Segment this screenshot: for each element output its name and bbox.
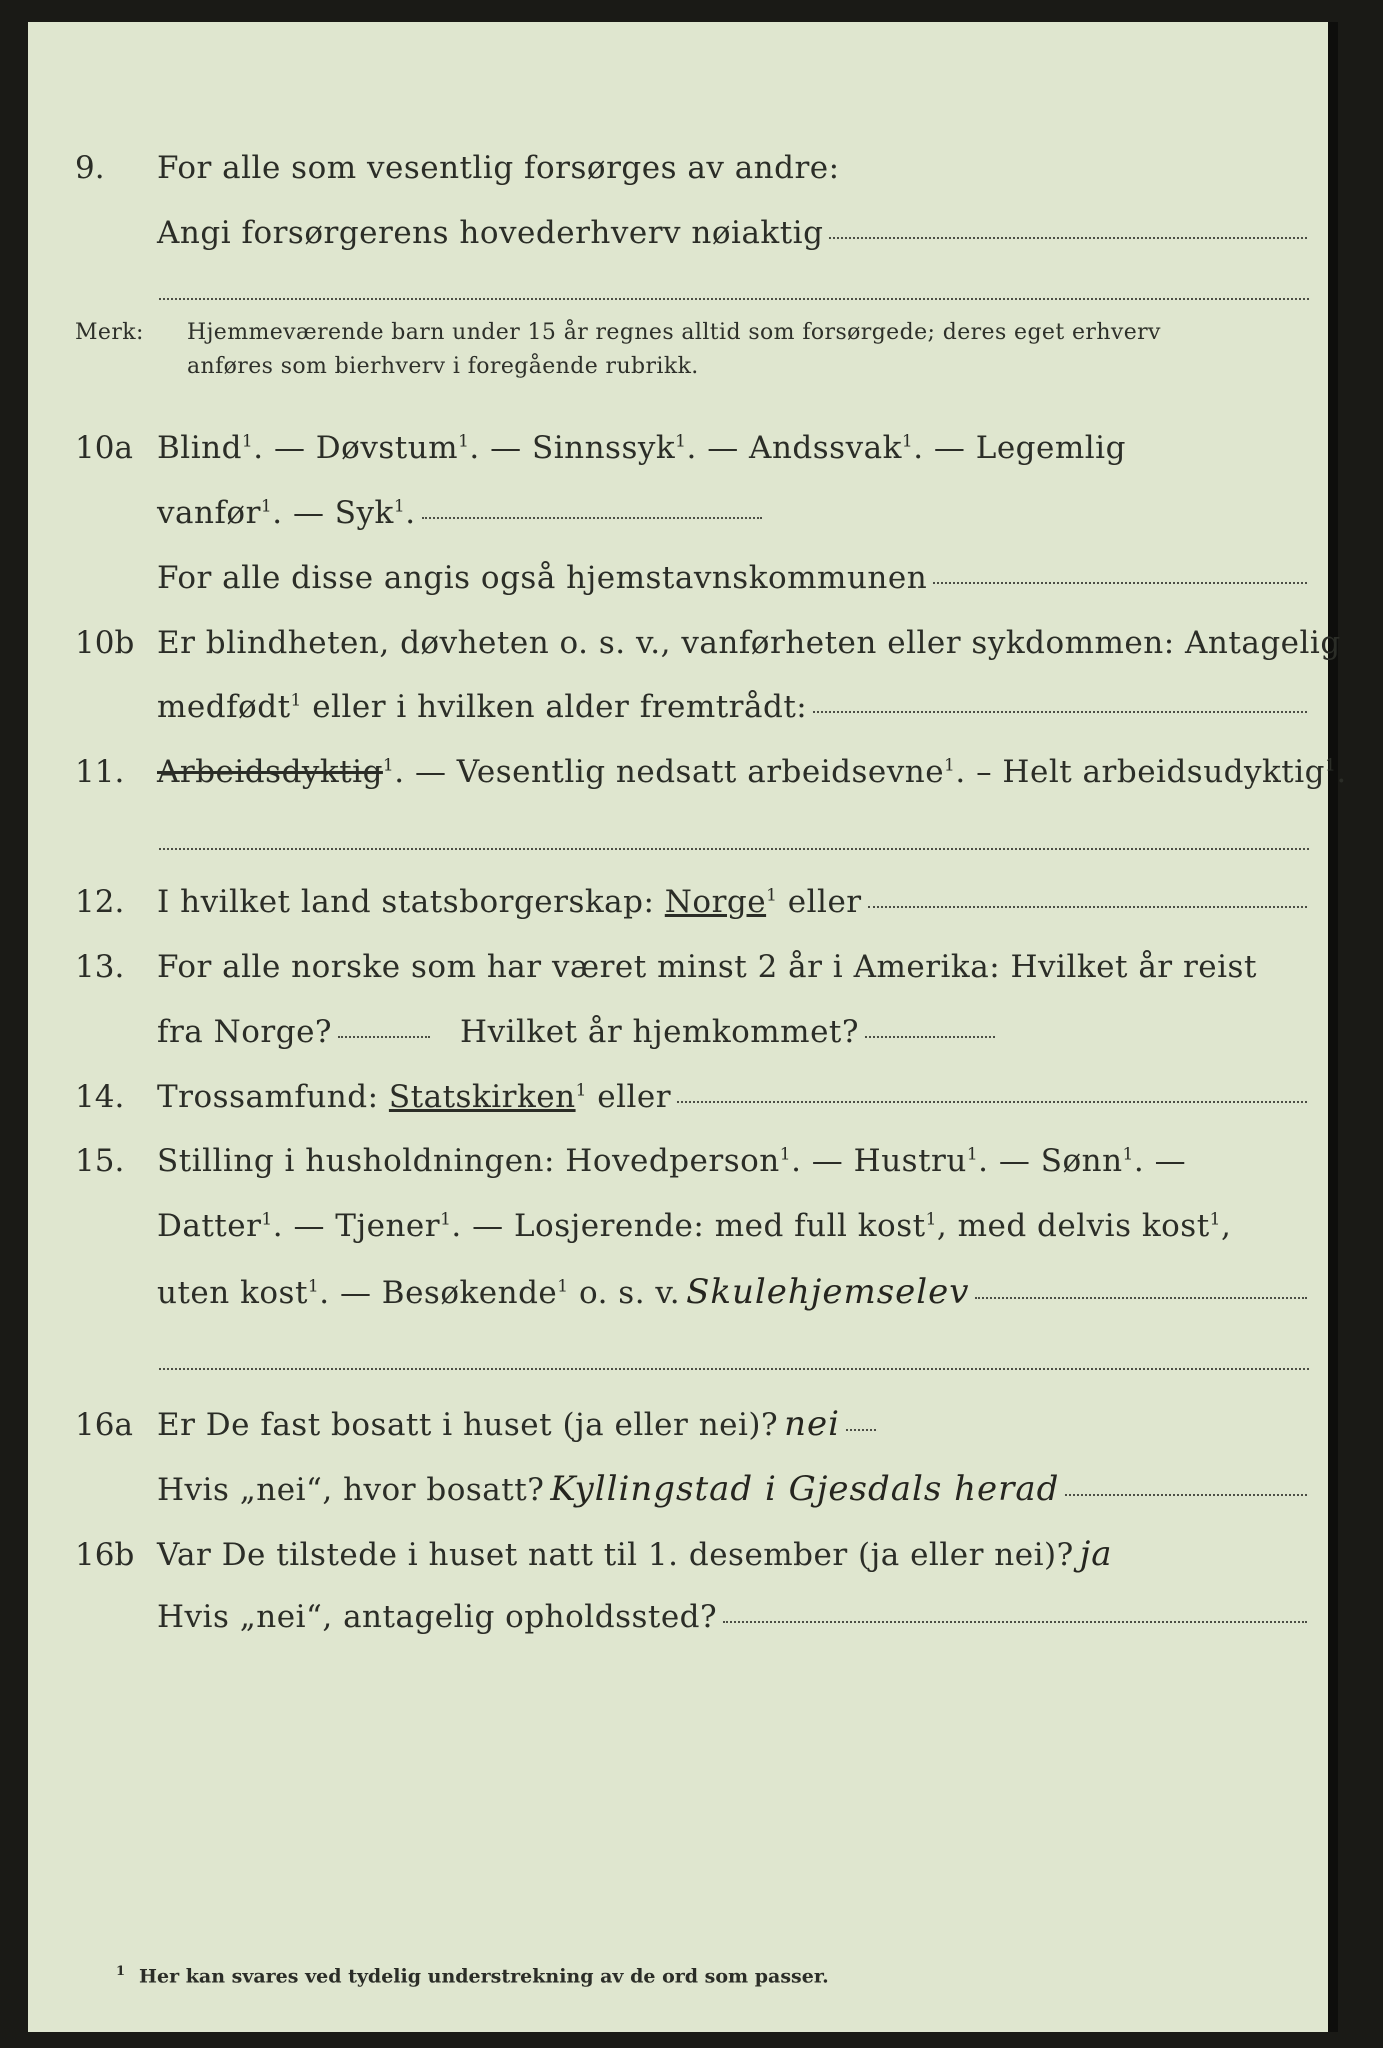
q16a-bosatt-field[interactable] <box>1065 1494 1307 1496</box>
q15-handwritten-answer: Skulehjemselev <box>686 1272 970 1312</box>
q12-other-field[interactable] <box>868 906 1307 908</box>
q16a-line1 <box>75 1404 1307 1450</box>
q14-text <box>157 1079 671 1115</box>
q15-sonn: . — Sønn <box>978 1143 1123 1179</box>
q15-line2 <box>75 1208 1307 1254</box>
q10b-answer-field[interactable] <box>813 711 1307 713</box>
q15-hustru: . — Hustru <box>791 1143 967 1179</box>
q12-line <box>75 884 1307 930</box>
q15-dash: . — <box>1133 1143 1187 1179</box>
q13-line2 <box>75 1014 1307 1060</box>
sup-mark: 1 <box>290 690 302 711</box>
sup-mark: 1 <box>575 1080 587 1101</box>
q15-number: 15. <box>75 1143 125 1179</box>
q16b-number: 16b <box>75 1537 135 1573</box>
q9-rule <box>159 298 1309 300</box>
q15-delvis-kost: , med delvis kost <box>936 1208 1210 1244</box>
q11-line <box>75 754 1347 800</box>
q9-prompt: Angi forsørgerens hovederhverv nøiaktig <box>157 215 824 251</box>
q10b-alder: eller i hvilken alder fremtrådt: <box>301 689 808 725</box>
q16a-question: Er De fast bosatt i huset (ja eller nei)? <box>157 1407 779 1443</box>
merk-text2: anføres som bierhverv i foregående rubrikk. <box>187 354 699 379</box>
merk-note-line1 <box>75 320 1315 345</box>
sup-mark: 1 <box>260 496 273 517</box>
q13-line1 <box>75 949 1307 995</box>
q14-answer-statskirken: Statskirken <box>388 1079 576 1115</box>
q10a-line2 <box>75 495 1307 541</box>
q16b-oppholdssted-prompt: Hvis „nei“, antagelig opholdssted? <box>157 1599 718 1635</box>
q9-number: 9. <box>75 150 105 186</box>
q9-answer-field[interactable] <box>829 237 1307 239</box>
sup-mark: 1 <box>766 885 778 906</box>
sup-mark: 1 <box>944 755 956 776</box>
q10a-hjemstavn-prompt: For alle disse angis også hjemstavnskommunen <box>157 560 928 596</box>
q10a-line2-text <box>157 495 416 531</box>
q13-reist-prompt: fra Norge? <box>157 1014 333 1050</box>
q15-hovedperson: Stilling i husholdningen: Hovedperson <box>157 1143 780 1179</box>
sup-mark: 1 <box>382 755 395 776</box>
q16b-handwritten-ja: ja <box>1079 1534 1113 1574</box>
q16a-line2 <box>75 1469 1307 1515</box>
q16b-line1 <box>75 1534 1307 1580</box>
q15-besokende: . — Besøkende <box>319 1275 558 1311</box>
footnote-mark: 1 <box>116 1964 126 1979</box>
q10a-line3 <box>75 560 1307 606</box>
q10b-question: Er blindheten, døvheten o. s. v., vanførheten eller sykdommen: Antagelig <box>157 625 1341 661</box>
q10a-options-text <box>157 430 1126 466</box>
sup-mark: 1 <box>393 496 406 517</box>
q10b-medfodt: medfødt <box>157 689 291 725</box>
q14-eller: eller <box>586 1079 672 1115</box>
q12-answer-norge: Norge <box>664 884 767 920</box>
sup-mark: 1 <box>966 1144 979 1165</box>
q15-osv: o. s. v. <box>568 1275 681 1311</box>
q10a-hjemstavn-field[interactable] <box>933 582 1307 584</box>
q16a-handwritten-nei: nei <box>784 1404 841 1444</box>
q15-datter: Datter <box>157 1208 262 1244</box>
sup-mark: 1 <box>925 1209 937 1230</box>
q11-nedsatt: . — Vesentlig nedsatt arbeidsevne <box>394 754 945 790</box>
q11-period: . <box>1336 754 1347 790</box>
q16a-bosatt-prompt: Hvis „nei“, hvor bosatt? <box>157 1472 545 1508</box>
q16b-line2 <box>75 1599 1307 1645</box>
q13-hjemkommet-prompt: Hvilket år hjemkommet? <box>460 1014 860 1050</box>
sup-mark: 1 <box>458 431 470 452</box>
q12-text <box>157 884 862 920</box>
q15-tjener: . — Tjener <box>272 1208 441 1244</box>
footnote <box>116 1964 829 1987</box>
sup-mark: 1 <box>675 431 687 452</box>
q13-reist-field[interactable] <box>338 1036 430 1038</box>
q11-rule <box>159 848 1309 850</box>
q12-number: 12. <box>75 884 125 920</box>
q10a-legemlig: . — Legemlig <box>913 430 1126 466</box>
q10a-andssvak: . — Andssvak <box>686 430 902 466</box>
q16a-number: 16a <box>75 1407 133 1443</box>
q14-line <box>75 1079 1307 1125</box>
q10a-sinnssyk: . — Sinnssyk <box>469 430 676 466</box>
q11-number: 11. <box>75 754 125 790</box>
merk-note-line2 <box>75 354 1315 379</box>
q11-options-text <box>157 754 1347 790</box>
census-form <box>28 22 1347 2032</box>
q9-line2 <box>75 215 1307 261</box>
q11-arbeidsdyktig: Arbeidsdyktig <box>157 754 383 790</box>
q16b-question: Var De tilstede i huset natt til 1. desember (ja eller nei)? <box>157 1537 1074 1573</box>
q16a-handwritten-bosted: Kyllingstad i Gjesdals herad <box>550 1469 1060 1509</box>
q15-comma: , <box>1221 1208 1232 1244</box>
q15-line2-text <box>157 1208 1231 1244</box>
q15-line3 <box>75 1272 1307 1318</box>
q10a-line1 <box>75 430 1307 476</box>
merk-label: Merk: <box>75 320 144 345</box>
q15-answer-field[interactable] <box>975 1297 1307 1299</box>
q10b-line2 <box>75 689 1307 735</box>
sup-mark: 1 <box>779 1144 792 1165</box>
q13-question: For alle norske som har været minst 2 år i Amerika: Hvilket år reist <box>157 949 1257 985</box>
q10b-number: 10b <box>75 625 135 661</box>
census-form-sheet <box>28 22 1347 2032</box>
q10b-line1 <box>75 625 1341 671</box>
q16a-answer-field[interactable] <box>846 1429 876 1431</box>
q16b-oppholdssted-field[interactable] <box>723 1621 1307 1623</box>
sup-mark: 1 <box>307 1276 320 1297</box>
sup-mark: 1 <box>1209 1209 1221 1230</box>
sup-mark: 1 <box>901 431 914 452</box>
q14-other-field[interactable] <box>677 1101 1307 1103</box>
q15-uten-kost: uten kost <box>157 1275 308 1311</box>
q15-full-kost: . — Losjerende: med full kost <box>451 1208 926 1244</box>
sup-mark: 1 <box>261 1209 273 1230</box>
q10a-dovstum: . — Døvstum <box>253 430 459 466</box>
q9-heading: For alle som vesentlig forsørges av andre: <box>157 150 840 186</box>
q15-line3-text <box>157 1275 680 1311</box>
q10a-number: 10a <box>75 430 133 466</box>
q10a-syk-field[interactable] <box>422 517 762 519</box>
q12-prompt: I hvilket land statsborgerskap: <box>157 884 665 920</box>
sup-mark: 1 <box>557 1276 569 1297</box>
sup-mark: 1 <box>1122 1144 1134 1165</box>
sup-mark: 1 <box>241 431 254 452</box>
footnote-text: Her kan svares ved tydelig understrekning av de ord som passer. <box>139 1965 829 1988</box>
sup-mark: 1 <box>440 1209 452 1230</box>
sup-mark: 1 <box>1325 755 1337 776</box>
q10a-syk: . — Syk <box>272 495 394 531</box>
q15-line1-text <box>157 1143 1186 1179</box>
q9-line1 <box>75 150 1307 196</box>
q14-number: 14. <box>75 1079 125 1115</box>
q12-eller: eller <box>777 884 862 920</box>
q10a-period: . <box>405 495 416 531</box>
q14-prompt: Trossamfund: <box>157 1079 389 1115</box>
q10b-line2-text <box>157 689 807 725</box>
q15-line1 <box>75 1143 1307 1189</box>
q13-hjemkommet-field[interactable] <box>865 1036 995 1038</box>
q11-udyktig: . – Helt arbeidsudyktig <box>955 754 1326 790</box>
q10a-vanfor: vanfør <box>157 495 261 531</box>
merk-text1: Hjemmeværende barn under 15 år regnes alltid som forsørgede; deres eget erhverv <box>187 320 1161 345</box>
q10a-blind: Blind <box>157 430 242 466</box>
q13-number: 13. <box>75 949 125 985</box>
q15-rule <box>159 1368 1309 1370</box>
